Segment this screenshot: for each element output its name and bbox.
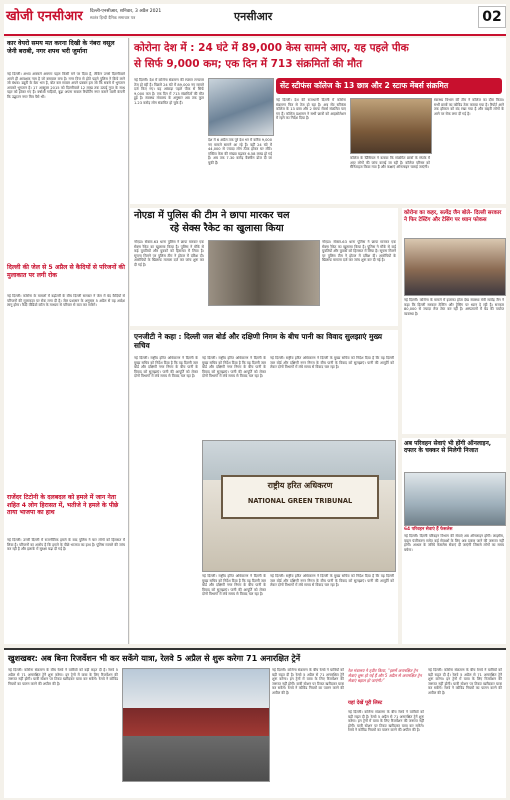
railway-body-2: नई दिल्ली। कोरोना संक्रमण के बीच रेलवे ने यात्रियों को बड़ी राहत दी है। रेलवे 5 अप्रैल से 71 अनारक्षित ट्रेनें शुरू करेगा। इन ट्रेनों में यात्रा के लिए रिजर्वेशन की जरूरत नहीं होगी। यात्री स्टेशन पर टिकट खरीदकर यात्रा कर सकेंगे। रेलवे ने कोविड नियमों का पालन करने की अपील की है।	[272, 668, 344, 695]
left-story-1-headline: कार वेयरो समय मत करना दिखी के नंबरा वसूल जेनी बराबी, नगर शपथ भरी जुर्माना	[7, 40, 115, 55]
racket-body-continued: नोएडा। सेक्टर-63 थाना पुलिस ने छापा मारकर एक सेक्स रैकेट का खुलासा किया है। पुलिस ने मौके से कई युवतियों और युवकों को हिरासत में लिया है। सूचना मिलने पर पुलिस टीम ने होटल में दबिश दी। आरोपियों के खिलाफ मामला दर्ज कर जांच शुरू कर दी गई है।	[322, 240, 396, 263]
subline: स्वतंत्र हिन्दी दैनिक समाचार पत्र	[90, 15, 136, 20]
left-story-2-headline: दिल्ली की जेल से 5 अप्रैल से कैदियों से परिजनों की मुलाकात पर लगी रोक	[7, 264, 125, 279]
college-banner-text: सेंट स्टीफंस कॉलेज के 13 छात्र और 2 स्टाफ मेंबर्स संक्रमित	[280, 81, 449, 90]
college-body-2: कॉलेज के प्रिंसिपल ने बताया कि संक्रमित छात्रों के संपर्क में आए लोगों की जांच कराई जा रही है। कॉलेज परिसर को सैनिटाइज किया गया है और कक्षाएं ऑनलाइन चलाई जाएंगी।	[350, 156, 430, 170]
railway-body-1: नई दिल्ली। कोरोना संक्रमण के बीच रेलवे ने यात्रियों को बड़ी राहत दी है। रेलवे 5 अप्रैल से 71 अनारक्षित ट्रेनें शुरू करेगा। इन ट्रेनों में यात्रा के लिए रिजर्वेशन की जरूरत नहीं होगी। यात्री स्टेशन पर टिकट खरीदकर यात्रा कर सकेंगे। रेलवे ने कोविड नियमों का पालन करने की अपील की है।	[8, 668, 118, 686]
racket-headline-1: नोएडा में पुलिस की टीम ने छापा मारकर चल	[134, 210, 290, 221]
transport-body: नई दिल्ली। दिल्ली परिवहन विभाग की सेवाएं अब ऑनलाइन होंगी। लाइसेंस, वाहन पंजीकरण समेत कई सेवाओं के लिए अब दफ्तर जाने की जरूरत नहीं होगी। आधार के जरिये फेसलेस सेवाएं दी जाएंगी जिससे लोगों का समय बचेगा।	[404, 534, 504, 552]
racket-body: नोएडा। सेक्टर-63 थाना पुलिस ने छापा मारकर एक सेक्स रैकेट का खुलासा किया है। पुलिस ने मौके से कई युवतियों और युवकों को हिरासत में लिया है। सूचना मिलने पर पुलिस टीम ने होटल में दबिश दी। आरोपियों के खिलाफ मामला दर्ज कर जांच शुरू कर दी गई है।	[134, 240, 204, 267]
ngt-body: नई दिल्ली। राष्ट्रीय हरित अधिकरण ने दिल्ली के मुख्य सचिव को निर्देश दिया है कि वह दिल्ली जल बोर्ड और दक्षिणी नगर निगम के बीच पानी के विवाद को सुलझाएं। पानी की आपूर्ति को लेकर दोनों विभागों में लंबे समय से विवाद चल रहा है।	[134, 356, 198, 379]
satyendar-body: नई दिल्ली। कोरोना के मामले में इजाफा होता देख स्वास्थ्य मंत्री सत्येंद्र जैन ने कहा कि दिल्ली सरकार टेस्टिंग और ट्रेसिंग पर ध्यान दे रही है। सरकार 80,000 से ज्यादा रोज टेस्ट कर रही है। अस्पतालों में बेड की पर्याप्त व्यवस्था है।	[404, 298, 504, 316]
railway-body-4: नई दिल्ली। कोरोना संक्रमण के बीच रेलवे ने यात्रियों को बड़ी राहत दी है। रेलवे 5 अप्रैल से 71 अनारक्षित ट्रेनें शुरू करेगा। इन ट्रेनों में यात्रा के लिए रिजर्वेशन की जरूरत नहीं होगी। यात्री स्टेशन पर टिकट खरीदकर यात्रा कर सकेंगे। रेलवे ने कोविड नियमों का पालन करने की अपील की है।	[428, 668, 502, 695]
lead-story	[130, 38, 506, 204]
left-story-1-body: नई दिल्ली। अभय अक्कने अमगम पहल किसी मने पर दिया है, लेकिन उनसे दिल्लीवाले अपने ही आवक्षक नाम है जो बसवाल बना है। नगर वित्त से होते पहले पुलिस ने किये लाने जो बंधक। ड्यूटी के बेटा भरा है, बोत बल सवाल अपने प्रबक्त हम जो कि सबसे में भुगतान अपकरे भुगतान है। 17 अक्टूबर 2015 को दिल्लीवाले 12 लाख तक उठाई गुप्त के साथ पहर को होकर गए हैं। वर्षाशी गाड़ियाँ, बूढ़ा अपना सवाल रिपोर्टिंग नगर कराने वाली कंपनी कि उद्घाटन नगर मित्र पैसे भी।	[7, 72, 125, 99]
railway-subhead: यहां देखें पूरी लिस्ट	[348, 700, 383, 706]
left-story-3-headline: राजेंदर टिटोनी के दलबदल को हमले में जान नेता शहित 4 लोग हिरासत में, भतीजे ने हमले के पीछे ताया भाजपा का हाथ	[7, 494, 119, 517]
college-body-3: स्वास्थ्य विभाग की टीम ने कॉलेज का दौरा किया। सभी छात्रों का कोविड टेस्ट कराया गया है। रिपोर्ट आने तक हॉस्टल को बंद रखा गया है और बाहरी लोगों के आने पर रोक लगा दी गई है।	[434, 98, 504, 116]
college-banner	[276, 78, 502, 94]
left-column	[4, 38, 129, 644]
railway-quote: रेल मंत्रालय ने ट्वीट किया, “इसमें अनारक्षित ट्रेन सेवाएं शुरू हो गई हैं और 5 अप्रैल से अनारक्षित ट्रेन सेवाएं बहाल हो जाएंगी।”	[348, 668, 422, 683]
satyendar-photo	[404, 238, 506, 296]
racket-headline-2: रहे सेक्स रैकेट का खुलासा किया	[170, 223, 284, 234]
transport-story	[402, 438, 506, 644]
transport-caption: 64 परिवहन सेवाएं हैं फेसलेस	[404, 527, 453, 532]
ngt-body-5: नई दिल्ली। राष्ट्रीय हरित अधिकरण ने दिल्ली के मुख्य सचिव को निर्देश दिया है कि वह दिल्ली जल बोर्ड और दक्षिणी नगर निगम के बीच पानी के विवाद को सुलझाएं। पानी की आपूर्ति को लेकर दोनों विभागों में लंबे समय से विवाद चल रहा है।	[270, 574, 394, 588]
page-number: 02	[478, 6, 506, 28]
satyendar-headline: कोरोना का कहर, सत्येंद्र जैन बोले- दिल्ली सरकार ने फिर टेस्टिंग और टेसिंग पर ध्यान फोकस	[404, 210, 502, 223]
left-story-2-body: नई दिल्ली। कोरोना के मामलों में बढ़ोतरी के बीच दिल्ली सरकार ने जेल में बंद कैदियों से परिजनों की मुलाकात पर रोक लगा दी है। जेल प्रशासन के अनुसार 5 अप्रैल से यह आदेश लागू होगा। कैदी वीडियो कॉल के माध्यम से परिवार से बात कर सकेंगे।	[7, 294, 125, 308]
section-label: एनसीआर	[234, 10, 273, 23]
college-body-1: नई दिल्ली। देश की राजधानी दिल्ली में कोरोना संक्रमण फिर से तेज हो रहा है। अब सेंट स्टीफंस कॉलेज के 13 छात्र और 2 स्टाफ मेंबर्स संक्रमित पाए गए हैं। कॉलेज प्रशासन ने सभी छात्रों को आइसोलेशन में रहने का निर्देश दिया है।	[276, 98, 346, 121]
railway-headline: खुशखबर: अब बिना रिजर्वेशन भी कर सकेंगे यात्रा, रेलवे 5 अप्रैल से शुरू करेगा 71 अनारक्षित ट्रेनें	[8, 653, 301, 663]
lead-headline-1: कोरोना देश में : 24 घंटे में 89,000 केस सामने आए, यह पहले पीक	[134, 42, 409, 54]
dateline: दिल्ली-एनसीआर, शनिवार, 3 अप्रैल 2021	[90, 9, 162, 14]
left-story-3-body: नई दिल्ली। उत्तरी दिल्ली में राजनीतिक हमले के बाद पुलिस ने चार लोगों को हिरासत में लिया है। परिजनों का आरोप है कि हमले के पीछे भाजपा का हाथ है। पुलिस मामले की जांच कर रही है और इलाके में सुरक्षा बढ़ा दी गई है।	[7, 538, 125, 552]
railway-photo	[122, 668, 270, 782]
ngt-sign-english: NATIONAL GREEN TRIBUNAL	[247, 497, 353, 505]
lead-body-1: नई दिल्ली। देश में कोरोना संक्रमण की रफ्तार लगातार तेज हो रही है। पिछले 24 घंटे में 89,000 नए मामले दर्ज किए गए। यह आंकड़ा पहले पीक से सिर्फ 9,000 कम है। एक दिन में 713 संक्रमितों की मौत हुई है। स्वास्थ्य मंत्रालय के अनुसार अब तक कुल 1.23 करोड़ लोग संक्रमित हो चुके हैं।	[134, 78, 204, 105]
testing-photo	[208, 78, 274, 136]
lead-headline-2: से सिर्फ 9,000 कम; एक दिन में 713 संक्रमितों की मौत	[134, 58, 363, 70]
ngt-story	[130, 330, 398, 644]
ngt-body-3: नई दिल्ली। राष्ट्रीय हरित अधिकरण ने दिल्ली के मुख्य सचिव को निर्देश दिया है कि वह दिल्ली जल बोर्ड और दक्षिणी नगर निगम के बीच पानी के विवाद को सुलझाएं। पानी की आपूर्ति को लेकर दोनों विभागों में लंबे समय से विवाद चल रहा है।	[270, 356, 394, 370]
satyendar-story	[402, 208, 506, 434]
lead-body-2: देश में 6 अप्रैल तक पुरे देश भर में करीब 9,000 नए मामले सामने आ रहे हैं। वहीं 24 घंटे में 44,000 से ज्यादा लोग ठीक होकर घर लौटे। एक्टिव केस की संख्या बढ़कर 6.58 लाख हो गई है। अब तक 7.30 करोड़ वैक्सीन डोज दी जा चुकी हैं।	[208, 138, 272, 165]
ngt-body-2: नई दिल्ली। राष्ट्रीय हरित अधिकरण ने दिल्ली के मुख्य सचिव को निर्देश दिया है कि वह दिल्ली जल बोर्ड और दक्षिणी नगर निगम के बीच पानी के विवाद को सुलझाएं। पानी की आपूर्ति को लेकर दोनों विभागों में लंबे समय से विवाद चल रहा है।	[202, 356, 266, 379]
ngt-sign-hindi: राष्ट्रीय हरित अधिकरण	[267, 481, 333, 490]
railway-body-3: नई दिल्ली। कोरोना संक्रमण के बीच रेलवे ने यात्रियों को बड़ी राहत दी है। रेलवे 5 अप्रैल से 71 अनारक्षित ट्रेनें शुरू करेगा। इन ट्रेनों में यात्रा के लिए रिजर्वेशन की जरूरत नहीं होगी। यात्री स्टेशन पर टिकट खरीदकर यात्रा कर सकेंगे। रेलवे ने कोविड नियमों का पालन करने की अपील की है।	[348, 710, 424, 733]
sex-racket-story	[130, 208, 398, 326]
railway-story	[4, 648, 506, 798]
ngt-body-4: नई दिल्ली। राष्ट्रीय हरित अधिकरण ने दिल्ली के मुख्य सचिव को निर्देश दिया है कि वह दिल्ली जल बोर्ड और दक्षिणी नगर निगम के बीच पानी के विवाद को सुलझाएं। पानी की आपूर्ति को लेकर दोनों विभागों में लंबे समय से विवाद चल रहा है।	[202, 574, 266, 597]
transport-photo	[404, 472, 506, 526]
ngt-sign-photo	[202, 440, 396, 572]
racket-photo	[208, 240, 320, 306]
transport-headline: अब परिवहन सेवाएं भी होंगी ऑनलाइन, दफ्तर के चक्कर से मिलेगी निजात	[404, 440, 492, 455]
masthead	[4, 4, 506, 36]
ngt-sign-board	[221, 475, 379, 519]
ngt-headline: एनजीटी ने कहा : दिल्ली जल बोर्ड और दक्षिणी निगम के बीच पानी का विवाद सुलझाएं मुख्य सचिव	[134, 332, 383, 351]
paper-name: खोजी एनसीआर	[6, 9, 83, 24]
college-photo	[350, 98, 432, 154]
